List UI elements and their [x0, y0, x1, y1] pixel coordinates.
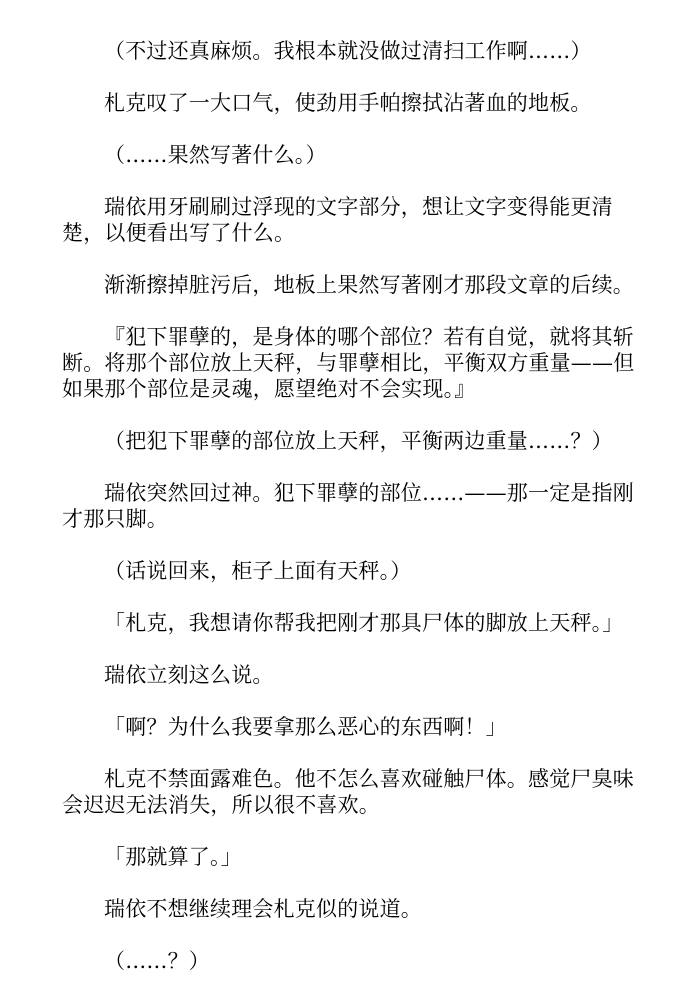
paragraph: 「札克，我想请你帮我把刚才那具尸体的脚放上天秤。」 [104, 611, 624, 635]
paragraph: （把犯下罪孽的部位放上天秤，平衡两边重量……？） [104, 429, 613, 453]
paragraph: 札克叹了一大口气，使劲用手帕擦拭沾著血的地板。 [104, 91, 592, 115]
paragraph: 瑞依突然回过神。犯下罪孽的部位……——那一定是指刚才那只脚。 [62, 481, 634, 531]
paragraph: 『犯下罪孽的，是身体的哪个部位？若有自觉，就将其斩断。将那个部位放上天秤，与罪孽相比，平衡双方重量——但如果那个部位是灵魂，愿望绝对不会实现。』 [62, 325, 635, 401]
paragraph: （不过还真麻烦。我根本就没做过清扫工作啊……） [104, 39, 592, 63]
paragraph: 瑞依用牙刷刷过浮现的文字部分，想让文字变得能更清楚，以便看出写了什么。 [62, 195, 613, 245]
paragraph: 「那就算了。」 [104, 845, 242, 869]
paragraph: （……？） [104, 949, 210, 973]
paragraph: （……果然写著什么。） [104, 143, 327, 167]
paragraph: 札克不禁面露难色。他不怎么喜欢碰触尸体。感觉尸臭味会迟迟无法消失，所以很不喜欢。 [62, 767, 634, 817]
paragraph: （话说回来，柜子上面有天秤。） [104, 559, 412, 583]
paragraph: 瑞依立刻这么说。 [104, 663, 274, 687]
paragraph: 「啊？为什么我要拿那么恶心的东西啊！」 [104, 715, 507, 739]
paragraph: 瑞依不想继续理会札克似的说道。 [104, 897, 422, 921]
document-page [62, 38, 642, 1000]
paragraph: 渐渐擦掉脏污后，地板上果然写著刚才那段文章的后续。 [104, 273, 634, 297]
